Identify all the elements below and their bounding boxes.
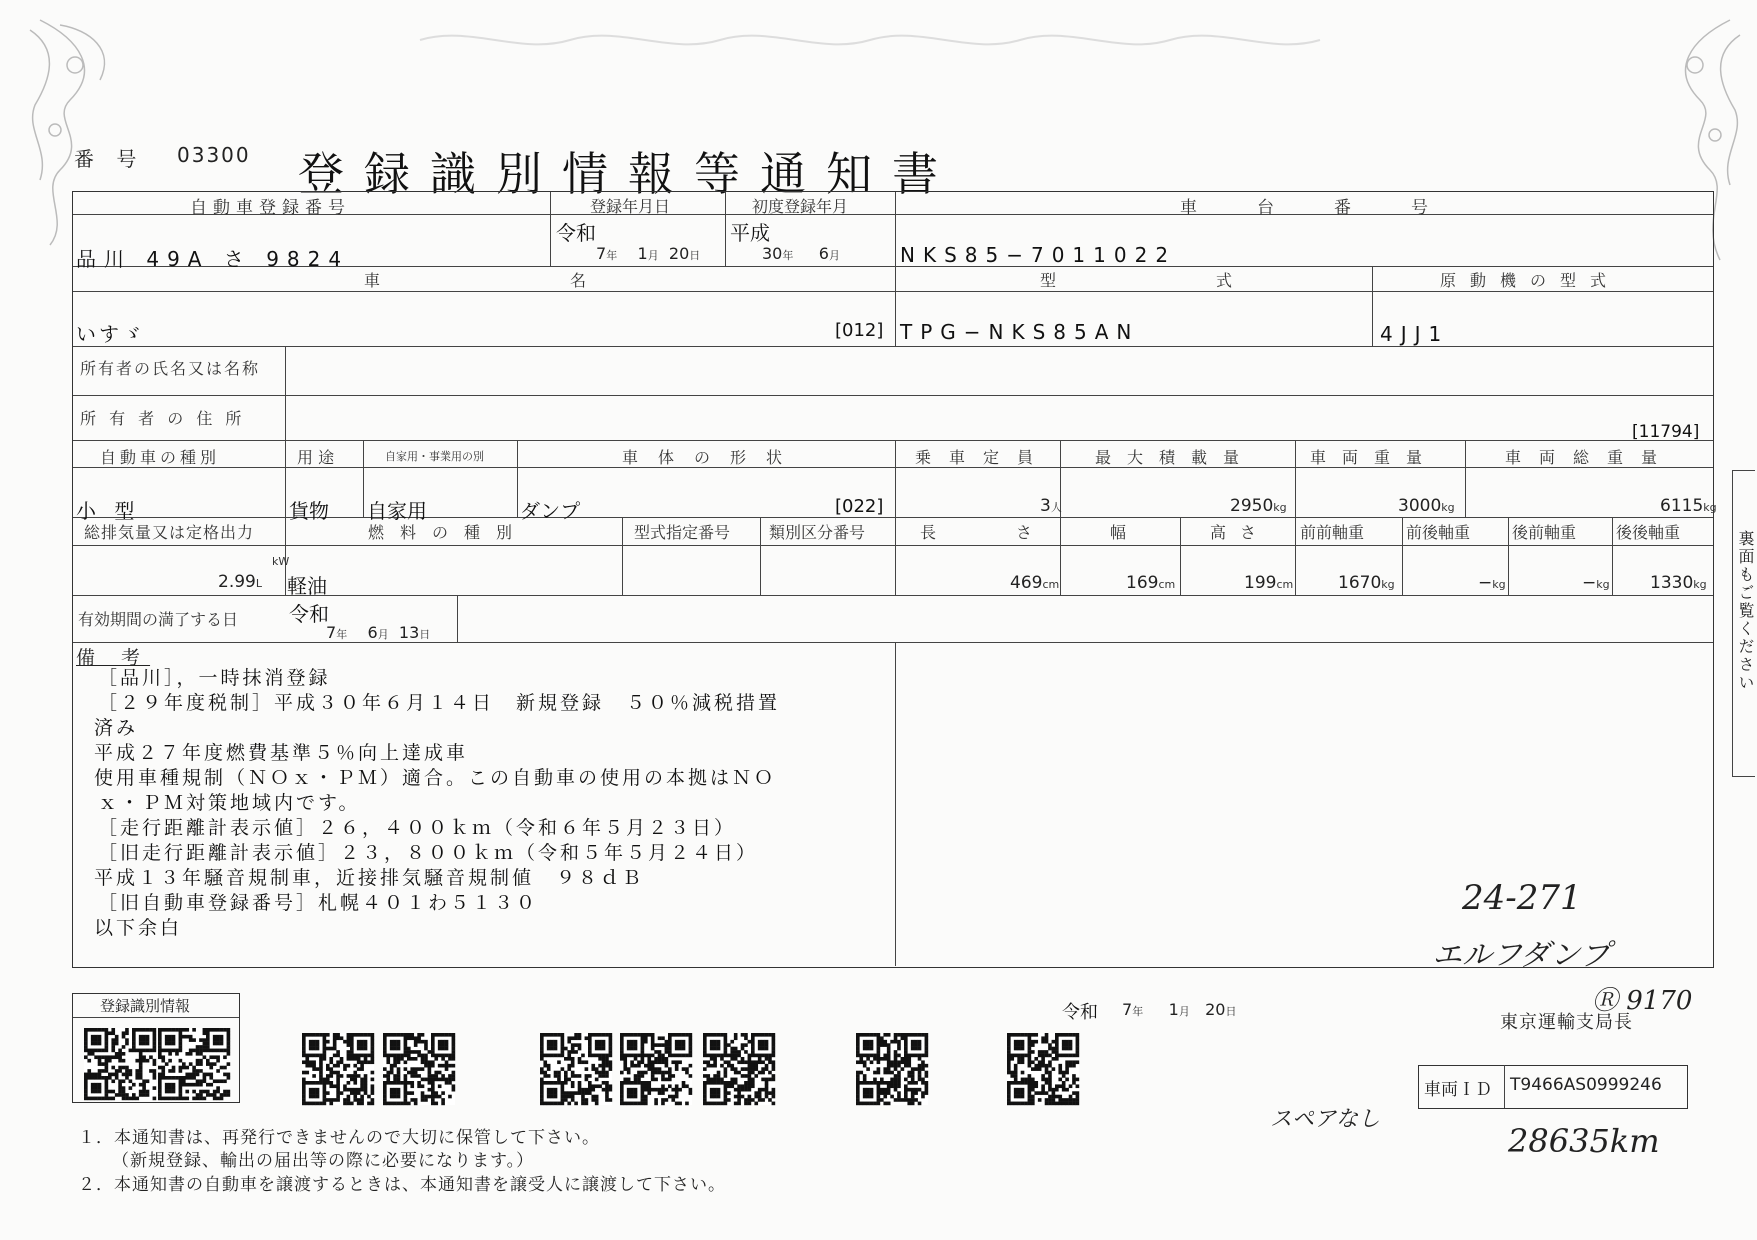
- vehicle-type: 小 型: [76, 499, 141, 523]
- body-code: [022]: [835, 496, 884, 517]
- divider: [895, 441, 896, 595]
- remark-line: ［品川］，一時抹消登録: [98, 667, 331, 689]
- divider: [1295, 518, 1296, 595]
- number-value: 03300: [177, 143, 251, 167]
- remarks-label: 備 考: [76, 647, 151, 669]
- owner-address-code: [11794]: [1632, 422, 1700, 442]
- chassis-label: 車台番号: [1180, 198, 1488, 218]
- use: 貨物: [289, 499, 329, 523]
- rf-axle-label: 後前軸重: [1512, 523, 1577, 542]
- issuer: 東京運輸支局長: [1500, 1012, 1633, 1033]
- rr-axle: 1330kg: [1650, 573, 1707, 593]
- divider: [1295, 441, 1296, 518]
- footer-note: １．本通知書は、再発行できませんので大切に保管して下さい。: [78, 1128, 600, 1148]
- ff-axle: 1670kg: [1338, 573, 1395, 593]
- remark-line: ［走行距離計表示値］２６，４００ｋｍ（令和６年５月２３日）: [98, 817, 737, 839]
- reg-date: 7年 1月 20日: [596, 244, 701, 263]
- first-year: 30: [762, 244, 783, 263]
- model-designation-label: 型式指定番号: [634, 523, 731, 542]
- divider: [73, 291, 1713, 292]
- divider: [760, 518, 761, 595]
- capacity-label: 乗車定員: [915, 448, 1052, 467]
- handwritten-note: エルフダンプ: [1432, 938, 1611, 973]
- fuel-label: 燃料の種別: [368, 523, 529, 542]
- capacity: 3人: [1040, 496, 1062, 516]
- body-shape: ダンプ: [520, 499, 581, 523]
- remark-line: 平成２７年度燃費基準５％向上達成車: [94, 742, 469, 764]
- width: 169cm: [1126, 573, 1176, 593]
- chassis-number: NKS85−7011022: [900, 243, 1177, 267]
- divider: [622, 518, 623, 595]
- divider: [285, 441, 286, 518]
- divider: [1402, 518, 1403, 595]
- max-load: 2950kg: [1230, 496, 1287, 516]
- divider: [457, 596, 458, 643]
- qr-code-icon: [302, 1033, 374, 1105]
- length-label: 長さ: [920, 523, 1113, 542]
- qr-code-icon: [856, 1033, 928, 1105]
- engine: 4JJ1: [1380, 322, 1450, 346]
- remarks-list: [94, 666, 781, 941]
- length: 469cm: [1010, 573, 1060, 593]
- height-label: 高さ: [1210, 523, 1271, 542]
- rf-axle: −kg: [1582, 573, 1610, 593]
- private-use: 自家用: [367, 499, 427, 523]
- remark-line: ［旧自動車登録番号］札幌４０１わ５１３０: [98, 892, 539, 914]
- divider: [73, 545, 1713, 546]
- model-label: 型式: [1040, 271, 1393, 290]
- fr-axle: −kg: [1478, 573, 1506, 593]
- divider: [517, 441, 518, 518]
- body-label: 車体の形状: [622, 448, 803, 467]
- private-label: 自家用・事業用の別: [385, 450, 484, 463]
- fuel: 軽油: [287, 574, 327, 598]
- divider: [285, 347, 286, 442]
- handwritten-note: スペアなし: [1270, 1107, 1381, 1132]
- reg-number: 品川 49A さ 9824: [76, 247, 350, 271]
- qr-code-icon: [158, 1028, 230, 1100]
- owner-name-label: 所有者の氏名又は名称: [80, 359, 261, 378]
- reg-month: 1: [637, 244, 648, 263]
- divider: [725, 192, 726, 267]
- width-label: 幅: [1110, 523, 1127, 542]
- qr-code-icon: [383, 1033, 455, 1105]
- reg-number-label: 自動車登録番号: [190, 198, 351, 218]
- remark-line: ［２９年度税制］平成３０年６月１４日 新規登録 ５０％減税措置: [98, 692, 781, 714]
- unit-kw: kW: [272, 555, 290, 568]
- reg-era: 令和: [556, 221, 596, 245]
- qr-code-icon: [703, 1033, 775, 1105]
- first-era: 平成: [730, 221, 770, 245]
- divider: [73, 440, 1713, 441]
- vehicle-weight: 3000kg: [1398, 496, 1455, 516]
- gross-label: 車両総重量: [1505, 448, 1676, 467]
- divider: [73, 642, 1713, 643]
- remark-line: ｘ・ＰＭ対策地域内です。: [98, 792, 361, 814]
- divider: [73, 346, 1713, 347]
- gross-weight: 6115kg: [1660, 496, 1717, 516]
- divider: [73, 1017, 239, 1018]
- remark-line: 済み: [94, 717, 139, 739]
- page-title: 登録識別情報等通知書: [298, 147, 958, 201]
- qr-code-icon: [84, 1028, 156, 1100]
- qr-code-icon: [620, 1033, 692, 1105]
- remark-line: ［旧走行距離計表示値］２３，８００ｋｍ（令和５年５月２４日）: [98, 842, 759, 864]
- car-name-label: 車名: [364, 271, 777, 290]
- displacement: 2.99L: [218, 572, 262, 592]
- model-code: [012]: [835, 320, 884, 341]
- divider: [1508, 518, 1509, 595]
- height: 199cm: [1244, 573, 1294, 593]
- remark-line: 平成１３年騒音規制車，近接排気騒音規制値 ９８ｄＢ: [94, 867, 645, 889]
- wave-pattern-top: [420, 20, 1320, 60]
- divider: [550, 192, 551, 267]
- number-label: 番 号: [74, 147, 145, 171]
- rr-axle-label: 後後軸重: [1616, 523, 1681, 542]
- issue-era: 令和: [1062, 1002, 1098, 1023]
- expiry-era: 令和: [289, 602, 329, 626]
- use-label: 用 途: [297, 448, 335, 467]
- divider: [1504, 1065, 1505, 1108]
- owner-address-label: 所 有 者 の 住 所: [80, 409, 246, 428]
- weight-label: 車両重量: [1310, 448, 1439, 467]
- car-name: いすゞ: [76, 322, 145, 346]
- divider: [1465, 441, 1466, 518]
- divider: [1180, 518, 1181, 595]
- handwritten-note: 28635km: [1508, 1122, 1660, 1160]
- reg-id-info-label: 登録識別情報: [100, 997, 191, 1015]
- side-note-text: 裏面もご覧ください: [1736, 530, 1755, 692]
- max-load-label: 最大積載量: [1095, 448, 1256, 467]
- fr-axle-label: 前後軸重: [1406, 523, 1471, 542]
- vehicle-id: T9466AS0999246: [1510, 1075, 1662, 1095]
- first-reg-date: 30年 6月: [762, 244, 840, 263]
- handwritten-note: 24-271: [1462, 878, 1582, 918]
- first-month: 6: [818, 244, 829, 263]
- qr-code-icon: [540, 1033, 612, 1105]
- divider: [363, 441, 364, 518]
- qr-code-icon: [1007, 1033, 1079, 1105]
- engine-label: 原動機の型式: [1440, 271, 1621, 290]
- divider: [895, 192, 896, 346]
- reg-date-label: 登録年月日: [590, 197, 671, 216]
- ff-axle-label: 前前軸重: [1300, 523, 1365, 542]
- displacement-label: 総排気量又は定格出力: [84, 523, 255, 542]
- issue-date: 7年 1月 20日: [1122, 1000, 1237, 1019]
- type-label: 自動車の種別: [100, 448, 221, 467]
- category-label: 類別区分番号: [769, 523, 866, 542]
- remark-line: 使用車種規制（ＮＯｘ・ＰＭ）適合。この自動車の使用の本拠はＮＯ: [94, 767, 777, 789]
- expiry-date: 7年 6月 13日: [326, 623, 431, 642]
- reg-year: 7: [596, 244, 607, 263]
- expiry-label: 有効期間の満了する日: [78, 610, 239, 629]
- first-reg-label: 初度登録年月: [752, 197, 849, 216]
- footer-note: ２．本通知書の自動車を譲渡するときは、本通知書を譲受人に譲渡して下さい。: [78, 1175, 726, 1195]
- divider: [895, 643, 896, 966]
- model: TPG−NKS85AN: [900, 320, 1140, 344]
- remark-line: 以下余白: [94, 917, 183, 939]
- reg-day: 20: [668, 244, 690, 263]
- footer-note: （新規登録、輸出の届出等の際に必要になります。）: [112, 1151, 535, 1171]
- divider: [1612, 518, 1613, 595]
- divider: [73, 395, 1713, 396]
- vehicle-id-label: 車両ＩＤ: [1424, 1080, 1492, 1100]
- handwritten-note: Ⓡ 9170: [1592, 986, 1693, 1016]
